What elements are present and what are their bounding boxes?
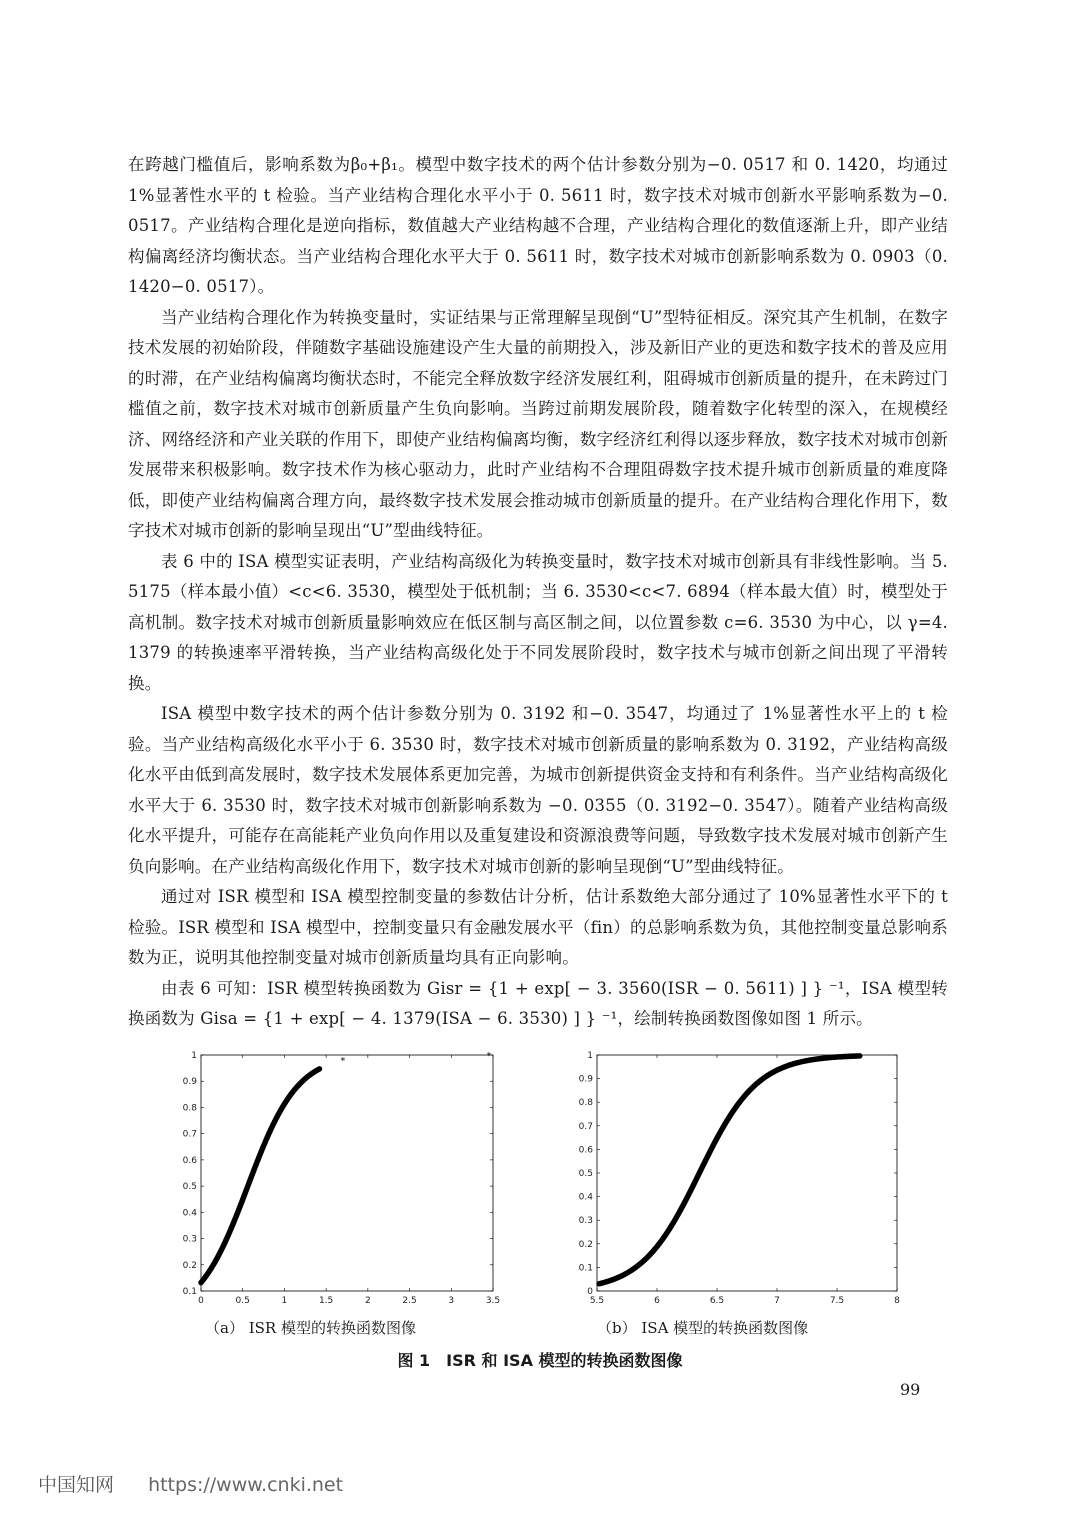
paragraph-2: 当产业结构合理化作为转换变量时，实证结果与正常理解呈现倒“U”型特征相反。深究其产生机制，在数字技术发展的初始阶段，伴随数字基础设施建设产生大量的前期投入，涉及新旧产业的更迭和数字技术的普及应用的时滞，在产业结构偏离均衡状态时，不能完全释放数字经济发展红利，阻碍城市创新质量的提升，在未跨过门槛值之前，数字技术对城市创新质量产生负向影响。当跨过前期发展阶段，随着数字化转型的深入，在规模经济、网络经济和产业关联的作用下，即使产业结构偏离均衡，数字经济红利得以逐步释放，数字技术对城市创新发展带来积极影响。数字技术作为核心驱动力，此时产业结构不合理阻碍数字技术提升城市创新质量的难度降低，即使产业结构偏离合理方向，最终数字技术发展会推动城市创新质量的提升。在产业结构合理化作用下，数字技术对城市创新的影响呈现出“U”型曲线特征。 — [128, 307, 948, 540]
data-point — [857, 1053, 862, 1058]
x-tick-label: 7 — [774, 1296, 780, 1306]
paragraph-5: 通过对 ISR 模型和 ISA 模型控制变量的参数估计分析，估计系数绝大部分通过了 10%显著性水平下的 t 检验。ISR 模型和 ISA 模型中，控制变量只有金融发展水平（fin）的总影响系数为负，其他控制变量总影响系数为正，说明其他控制变量对城市创新质量均具有正向影响。 — [128, 887, 948, 967]
series-curve — [599, 1056, 860, 1284]
figure-1 — [165, 1045, 925, 1365]
y-tick-label: 0.3 — [182, 1234, 197, 1245]
x-tick-label: 2.5 — [402, 1296, 417, 1306]
footer-brand: 中国知网 — [38, 1474, 115, 1496]
series-curve — [201, 1069, 319, 1283]
y-tick-label: 0.5 — [578, 1169, 593, 1179]
caption-a: （a） ISR 模型的转换函数图像 — [205, 1319, 416, 1337]
figure-caption: 图 1 ISR 和 ISA 模型的转换函数图像 — [397, 1351, 683, 1370]
y-tick-label: 0.4 — [578, 1192, 593, 1203]
y-tick-label: 1 — [587, 1051, 593, 1061]
y-tick-label: 0.2 — [578, 1239, 593, 1250]
x-tick-label: 0 — [198, 1296, 204, 1306]
x-tick-label: 1 — [281, 1296, 288, 1306]
x-tick-label: 5.5 — [589, 1296, 605, 1306]
outlier-point: * — [486, 1052, 492, 1062]
page-number: 99 — [900, 1380, 921, 1399]
plot-frame — [201, 1055, 493, 1291]
plot-b-svg — [565, 1045, 900, 1320]
footer — [38, 1470, 343, 1497]
y-tick-label: 0.9 — [578, 1074, 593, 1085]
body-text — [128, 150, 948, 1035]
x-tick-label: 8 — [894, 1296, 900, 1306]
y-tick-label: 0.3 — [578, 1216, 593, 1227]
paragraph-4: ISA 模型中数字技术的两个估计参数分别为 0. 3192 和−0. 3547，均通过了 1%显著性水平上的 t 检验。当产业结构高级化水平小于 6. 3530 时，数字技术对城市创新质量的影响系数为 0. 3192，产业结构高级化水平由低到高发展时，数字技术发展体系更加完善，为城市创新提供资金支持和有利条件。当产业结构高级化水平大于 6. 3530 时，数字技术对城市创新影响系数为 −0. 0355（0. 3192−0. 3547）。随着产业结构高级化水平提升，可能存在高能耗产业负向作用以及重复建设和资源浪费等问题，导致数字技术发展对城市创新产生负向影响。在产业结构高级化作用下，数字技术对城市创新的影响呈现倒“U”型曲线特征。 — [128, 704, 948, 876]
y-tick-label: 0.7 — [578, 1121, 593, 1132]
plot-a-svg — [165, 1045, 500, 1320]
y-tick-label: 0.8 — [578, 1098, 593, 1109]
y-tick-label: 0.6 — [578, 1145, 593, 1156]
caption-b: （b） ISA 模型的转换函数图像 — [597, 1319, 809, 1337]
y-tick-label: 1 — [191, 1051, 197, 1061]
y-tick-label: 0.5 — [182, 1182, 197, 1193]
paragraph-1: 在跨越门槛值后，影响系数为β₀+β₁。模型中数字技术的两个估计参数分别为−0. 0517 和 0. 1420，均通过 1%显著性水平的 t 检验。当产业结构合理化水平小于 0. 5611 时，数字技术对城市创新水平影响系数为−0. 0517。产业结构合理化是逆向指标，数值越大产业结构越不合理，产业结构合理化的数值逐渐上升，即产业结构偏离经济均衡状态。当产业结构合理化水平大于 0. 5611 时，数字技术对城市创新影响系数为 0. 0903（0. 1420−0. 0517）。 — [128, 155, 948, 296]
outlier-point: * — [340, 1056, 346, 1067]
x-tick-label: 1.5 — [318, 1296, 334, 1306]
paragraph-3: 表 6 中的 ISA 模型实证表明，产业结构高级化为转换变量时，数字技术对城市创新具有非线性影响。当 5. 5175（样本最小值）<c<6. 3530，模型处于低机制；当 6. 3530<c<7. 6894（样本最大值）时，模型处于高机制。数字技术对城市创新质量影响效应在低区制与高区制之间，以位置参数 c=6. 3530 为中心，以 γ=4. 1379 的转换速率平滑转换，当产业结构高级化处于不同发展阶段时，数字技术与城市创新之间出现了平滑转换。 — [128, 551, 948, 693]
y-tick-label: 0.6 — [182, 1155, 197, 1166]
y-tick-label: 0.7 — [182, 1129, 197, 1140]
y-tick-label: 0.1 — [182, 1287, 197, 1297]
x-tick-label: 2 — [364, 1296, 371, 1306]
plot-b — [565, 1045, 900, 1324]
y-tick-label: 0.1 — [578, 1263, 593, 1274]
footer-url[interactable]: https://www.cnki.net — [148, 1474, 344, 1496]
paragraph-6: 由表 6 可知：ISR 模型转换函数为 Gisr = {1 + exp[ − 3. 3560(ISR − 0. 5611) ] } ⁻¹，ISA 模型转换函数为 Gisa = {1 + exp[ − 4. 1379(ISA − 6. 3530) ] } ⁻¹，绘制转换函数图像如图 1 所示。 — [128, 978, 948, 1028]
y-tick-label: 0.8 — [182, 1103, 197, 1114]
x-tick-label: 7.5 — [829, 1296, 845, 1306]
y-tick-label: 0.9 — [182, 1077, 197, 1088]
data-point — [317, 1066, 322, 1071]
y-tick-label: 0 — [587, 1287, 593, 1297]
x-tick-label: 3.5 — [485, 1296, 501, 1306]
x-tick-label: 6 — [654, 1296, 660, 1306]
x-tick-label: 3 — [448, 1296, 455, 1306]
x-tick-label: 6.5 — [709, 1296, 725, 1306]
y-tick-label: 0.2 — [182, 1260, 197, 1271]
x-tick-label: 0.5 — [235, 1296, 250, 1306]
plot-a — [165, 1045, 500, 1324]
y-tick-label: 0.4 — [182, 1208, 197, 1219]
